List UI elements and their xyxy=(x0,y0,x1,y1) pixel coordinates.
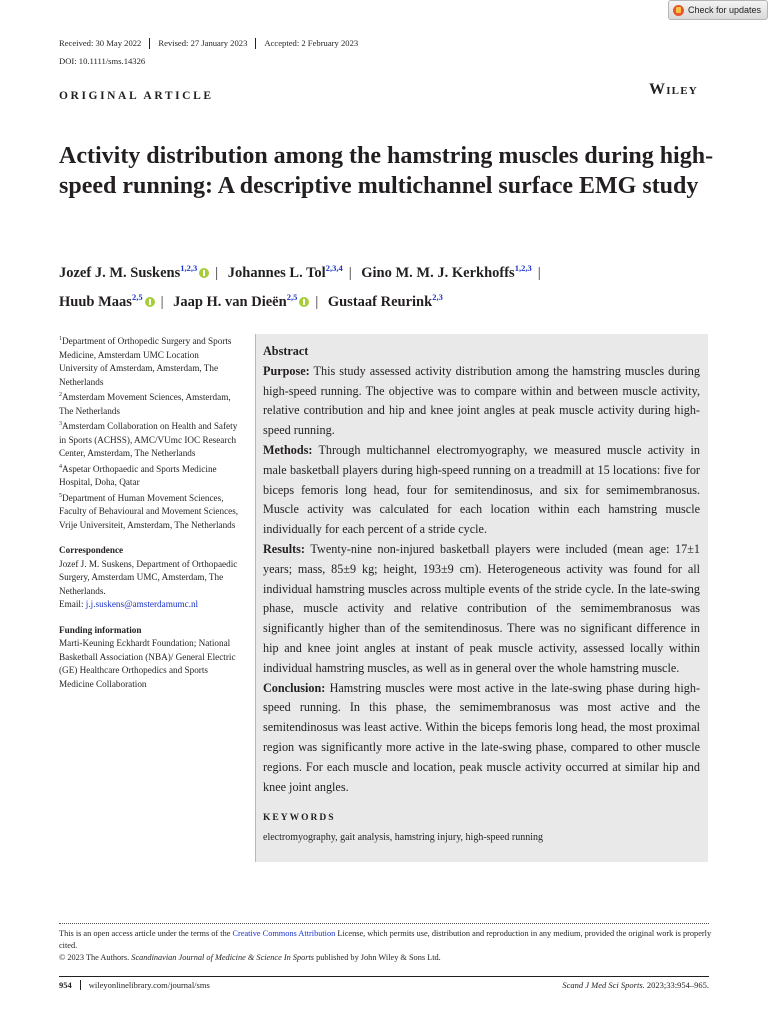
footnote-divider xyxy=(59,923,709,924)
abstract-heading: Abstract xyxy=(263,344,309,358)
affiliation: $^3$Amsterdam Collaboration on Health and Safety in Sports (ACHSS), AMC/VUmc IOC Research Center, Amsterdam, The Netherlands xyxy=(59,421,238,458)
abstract-conclusion: Conclusion: Hamstring muscles were most active in the late-swing phase during high-speed running. In this phase, the semimembranosus was most active and the semitendinosus was least active. Within the biceps femoris long head, the most proximal region was significantly more active in the late-swing phase, compared to other muscle regions. For each muscle and location, peak muscle activity occurred at similar hip and knee joint angles. xyxy=(263,680,700,794)
page-number: 954 xyxy=(59,980,81,990)
email-link[interactable]: j.j.suskens@amsterdamumc.nl xyxy=(85,599,199,609)
correspondence-text: Jozef J. M. Suskens, Department of Orthopaedic Surgery, Amsterdam UMC, Amsterdam, The Netherlands. Email: j.j.suskens@amsterdamumc.nl xyxy=(59,558,238,609)
abstract-methods: Methods: Through multichannel electromyography, we measured muscle activity in male basketball players during high-speed running on a treadmill at 15 locations: five for biceps femoris long head, four for semitendinosus, and six for semimembranosus. Muscle activity was calculated for each location within each hamstring muscle individually for each percent of a stride cycle. xyxy=(263,442,700,537)
publisher-logo: Wiley xyxy=(649,81,698,98)
footer-citation: Scand J Med Sci Sports. 2023;33:954–965. xyxy=(562,980,709,990)
affiliation: $^4$Aspetar Orthopaedic and Sports Medicine Hospital, Doha, Qatar xyxy=(59,463,217,487)
sidebar xyxy=(59,333,239,691)
orcid-icon[interactable] xyxy=(145,297,155,307)
footer-divider xyxy=(59,976,709,977)
abstract-purpose: Purpose: This study assessed activity distribution among the hamstring muscles during high-speed running. The objective was to compare within and between muscle activity, relative contribution and hip and knee joint angles at peak muscle activity during high-speed running. xyxy=(263,363,700,438)
author[interactable]: Johannes L. Tol$^{2,3,4}$ xyxy=(227,263,343,281)
author[interactable]: Gino M. M. J. Kerkhoffs$^{1,2,3}$ xyxy=(361,263,532,281)
author[interactable]: Jaap H. van Dieën$^{2,5}$ xyxy=(173,292,298,310)
affiliation: $^2$Amsterdam Movement Sciences, Amsterdam, The Netherlands xyxy=(59,392,231,416)
journal-url[interactable]: wileyonlinelibrary.com/journal/sms xyxy=(88,980,210,990)
check-for-updates-button[interactable] xyxy=(668,0,768,20)
license-footnote: This is an open access article under the terms of the Creative Commons Attribution License, which permits use, distribution and reproduction in any medium, provided the original work is properly cited. © 2023 The Authors. Scandinavian Journal of Medicine & Science In Sports published by John Wiley & Sons Ltd. xyxy=(59,929,712,963)
keywords-heading: KEYWORDS xyxy=(263,813,336,824)
affiliation: $^1$Department of Orthopedic Surgery and Sports Medicine, Amsterdam UMC Location University of Amsterdam, Amsterdam, The Netherlands xyxy=(59,336,232,387)
footer-left xyxy=(59,980,210,990)
author-list: Jozef J. M. Suskens$^{1,2,3}$ | Johannes L. Tol$^{2,3,4}$ | Gino M. M. J. Kerkhoffs$^{1,2,3}$ | Huub Maas$^{2,5}$ | Jaap H. van Dieën$^{2,5}$ | Gustaaf Reurink$^{2,3}$ xyxy=(59,263,541,310)
received-date: Received: 30 May 2022 xyxy=(59,38,142,48)
orcid-icon[interactable] xyxy=(199,268,209,278)
orcid-icon[interactable] xyxy=(299,297,309,307)
accepted-date: Accepted: 2 February 2023 xyxy=(255,38,366,49)
check-for-updates-label: Check for updates xyxy=(688,5,762,15)
author[interactable]: Jozef J. M. Suskens$^{1,2,3}$ xyxy=(59,263,198,281)
funding-text: Marti-Keuning Eckhardt Foundation; National Basketball Association (NBA)/ General Electric (GE) Healthcare Orthopedics and Sports Medicine Collaboration xyxy=(59,638,236,689)
creative-commons-link[interactable]: Creative Commons Attribution xyxy=(232,929,336,938)
revised-date: Revised: 27 January 2023 xyxy=(149,38,255,49)
doi: DOI: 10.1111/sms.14326 xyxy=(59,56,146,66)
affiliation: $^5$Department of Human Movement Sciences, Faculty of Behavioural and Movement Sciences, Vrije Universiteit, Amsterdam, The Netherlands xyxy=(59,492,239,530)
correspondence-heading: Correspondence xyxy=(59,545,124,555)
funding-heading: Funding information xyxy=(59,624,142,635)
article-dates xyxy=(59,38,366,49)
author[interactable]: Huub Maas$^{2,5}$ xyxy=(59,292,143,310)
abstract-results: Results: Twenty-nine non-injured basketball players were included (mean age: 17±1 years; mass, 85±9 kg; height, 193±9 cm). Heterogeneous activity was found for all individual hamstring muscles across multiple events of the stride cycle. In the late-swing phase, muscle activity and relative contribution of the semimembranosus was significantly higher than of the semitendinosus. There was no significant difference in hip and knee joint angles at instant of peak muscle activity, assessed locally within individual hamstring muscles, as well as in general over the whole hamstring muscle. xyxy=(263,541,700,675)
article-type: ORIGINAL ARTICLE xyxy=(59,90,214,102)
crossmark-icon xyxy=(673,5,684,16)
abstract-panel xyxy=(255,334,708,862)
article-title: Activity distribution among the hamstring muscles during high-speed running: A descriptive multichannel surface EMG study xyxy=(59,143,714,199)
author[interactable]: Gustaaf Reurink$^{2,3}$ xyxy=(327,292,443,310)
keywords-list: electromyography, gait analysis, hamstring injury, high-speed running xyxy=(263,832,544,844)
